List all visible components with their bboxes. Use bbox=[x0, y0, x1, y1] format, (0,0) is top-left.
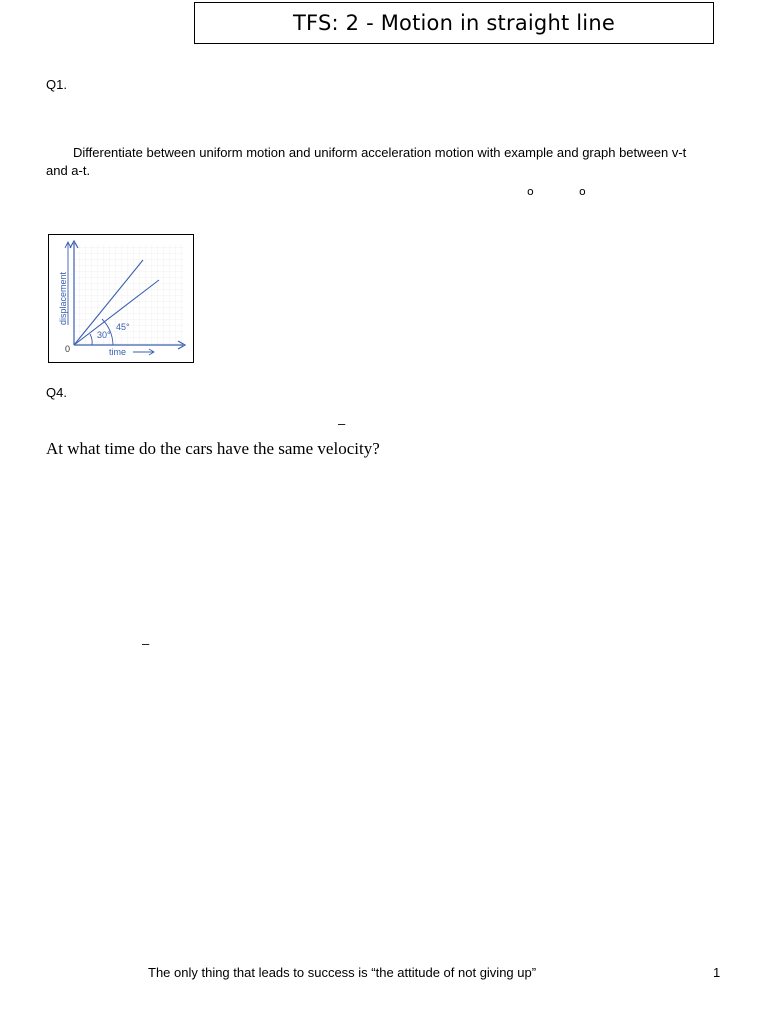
y-axis-label: displacement bbox=[58, 271, 68, 325]
origin-label: 0 bbox=[65, 344, 71, 354]
x-axis-label: time bbox=[109, 347, 127, 357]
header-title-box bbox=[194, 2, 714, 44]
q1-question-text: Differentiate between uniform motion and uniform acceleration motion with example and graph between v-t and a-t. bbox=[46, 145, 687, 178]
page-title: TFS: 2 - Motion in straight line bbox=[293, 11, 615, 35]
q4-label: Q4. bbox=[46, 385, 67, 400]
page-number: 1 bbox=[713, 965, 721, 980]
angle-45-label: 45° bbox=[116, 322, 130, 332]
q1-label: Q1. bbox=[46, 77, 67, 92]
degree-mark-1: o bbox=[527, 185, 534, 198]
q4-dash-top: – bbox=[338, 416, 346, 431]
angle-30-label: 30° bbox=[97, 330, 111, 340]
degree-mark-2: o bbox=[579, 185, 586, 198]
q4-dash-bottom: – bbox=[142, 636, 150, 651]
q4-question-text: At what time do the cars have the same velocity? bbox=[46, 439, 380, 458]
q1-text-block bbox=[46, 144, 706, 180]
displacement-time-graph bbox=[49, 235, 193, 362]
footer-quote: The only thing that leads to success is “the attitude of not giving up” bbox=[148, 965, 537, 980]
displacement-time-figure bbox=[48, 234, 194, 363]
